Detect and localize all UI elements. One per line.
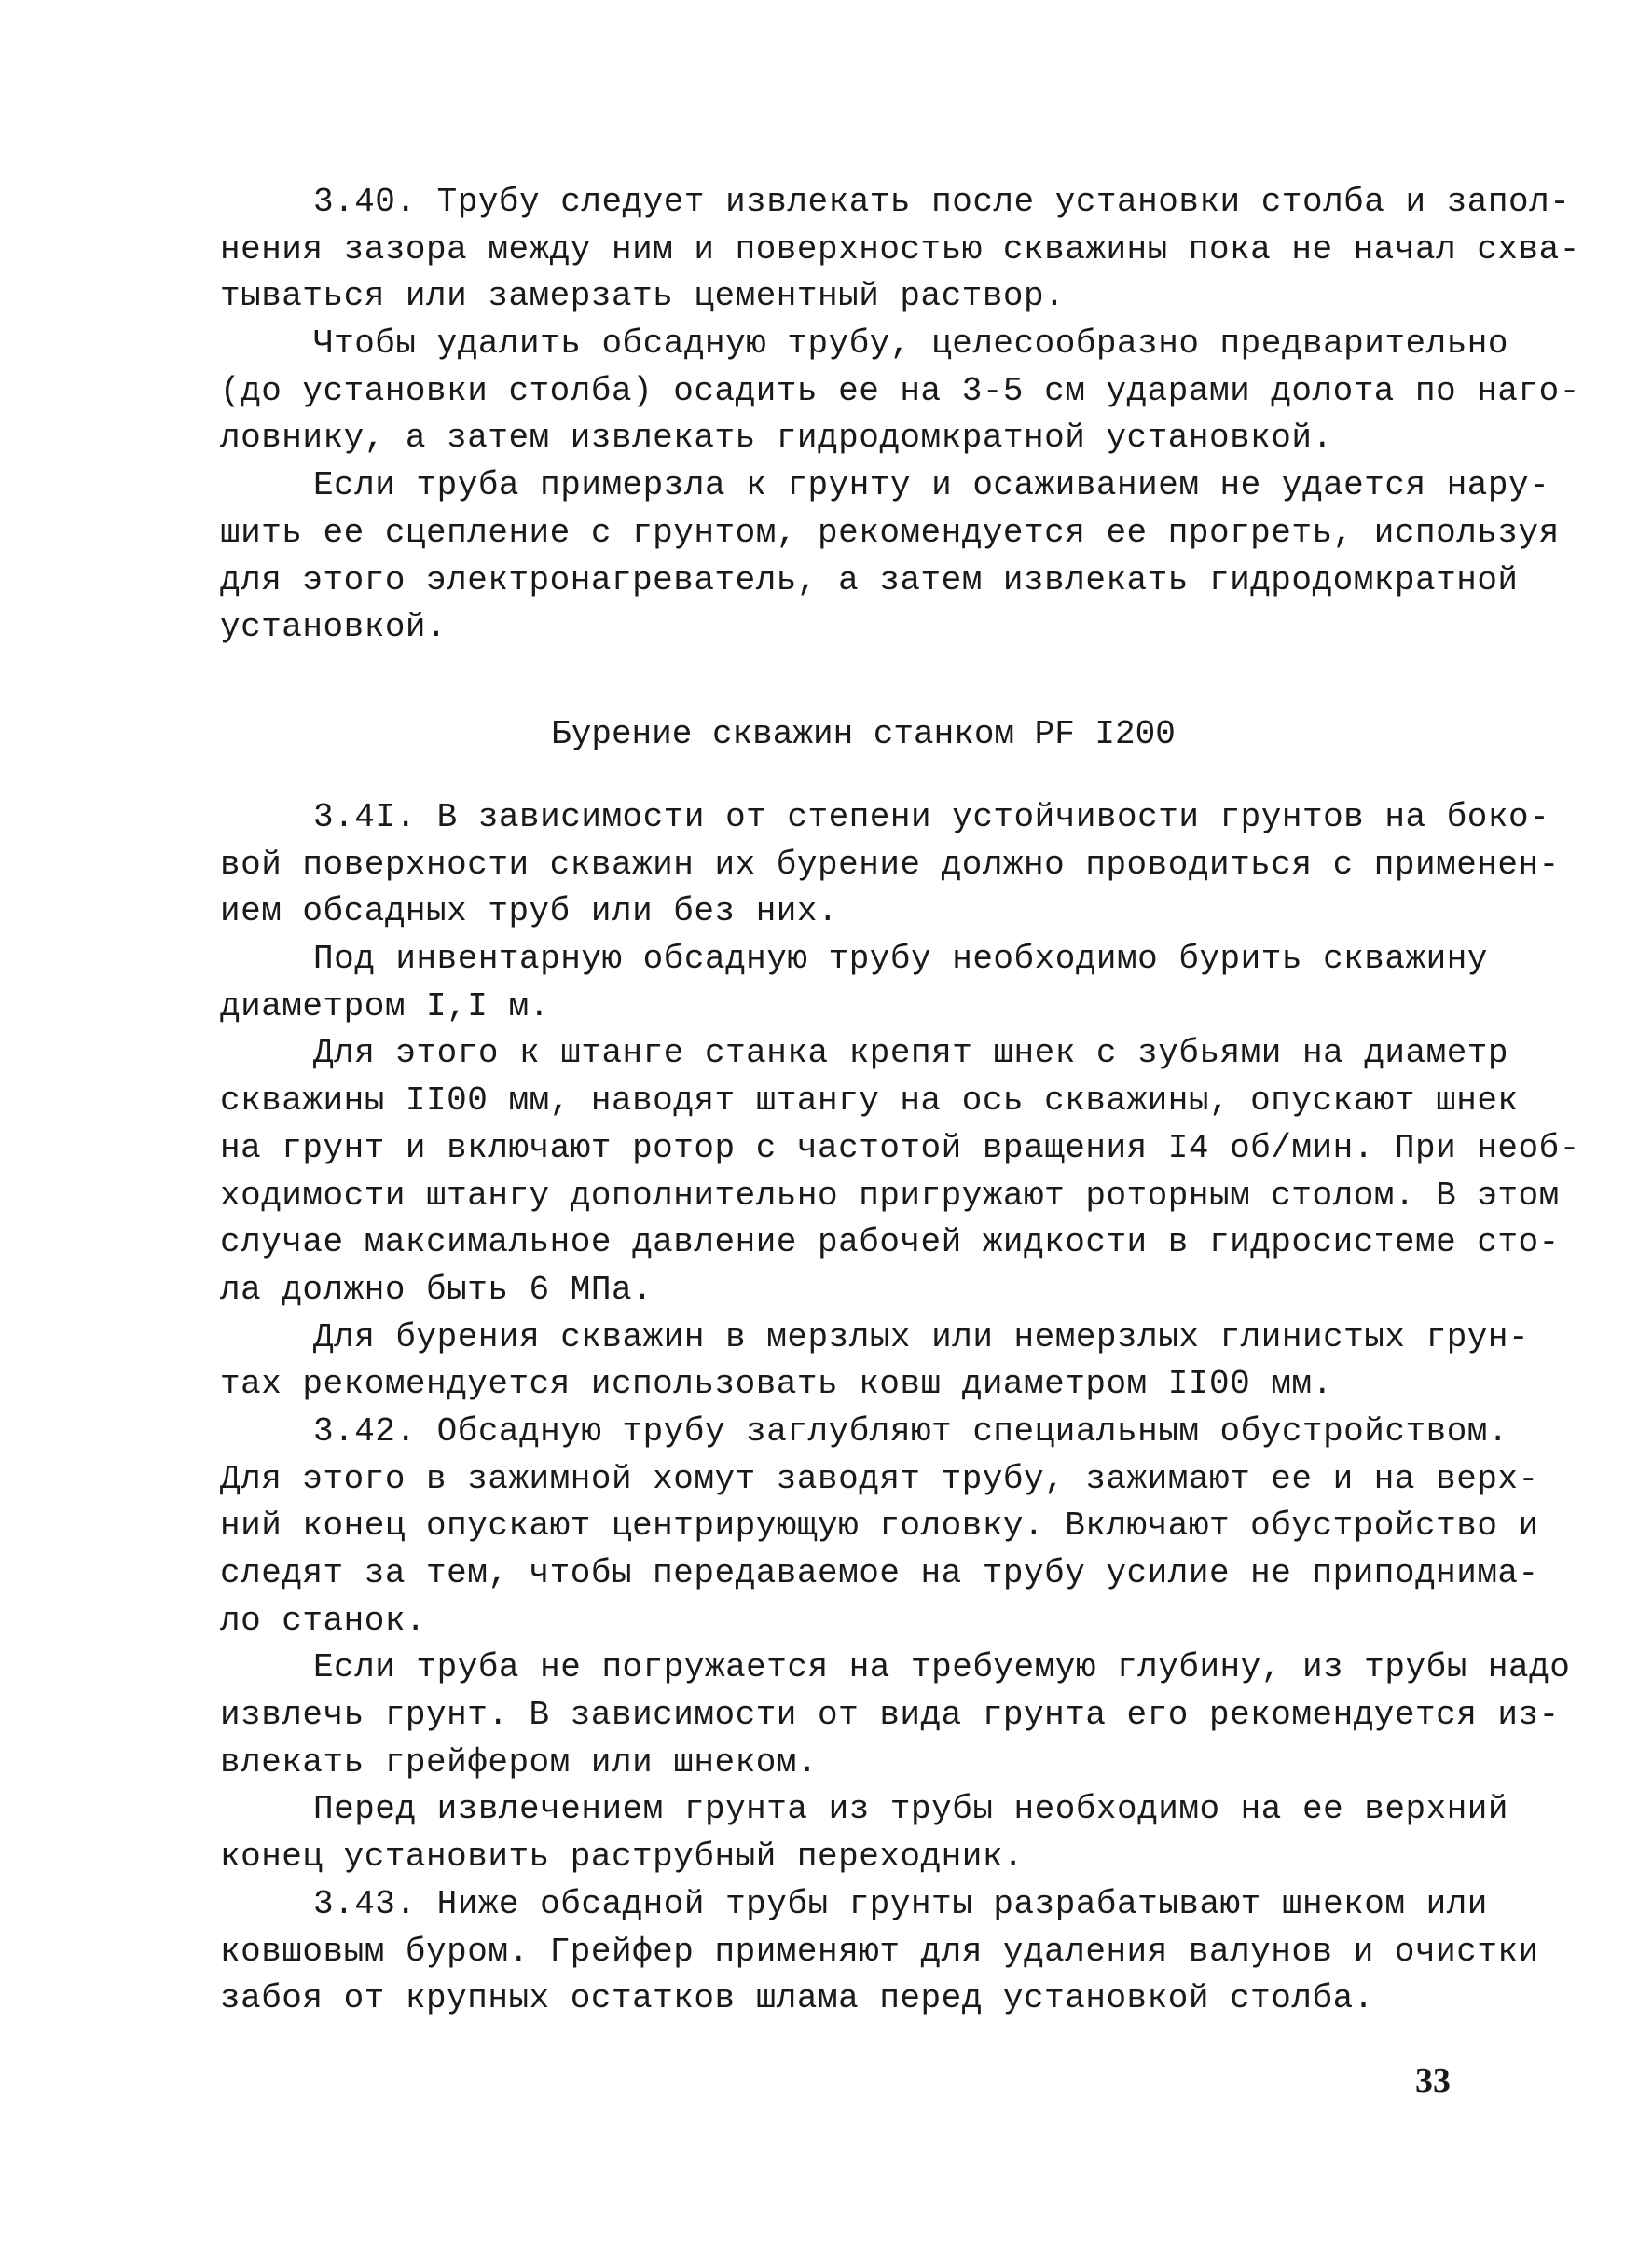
text-line: 3.43. Ниже обсадной трубы грунты разрабатывают шнеком или [313, 1884, 1488, 1923]
text-line: Для этого к штанге станка крепят шнек с зубьями на диаметр [313, 1034, 1509, 1073]
text-line: Перед извлечением грунта из трубы необходимо на ее верхний [313, 1790, 1509, 1829]
text-line: нения зазора между ним и поверхностью скважины пока не начал схва- [220, 229, 1580, 268]
text-line: забоя от крупных остатков шлама перед установкой столба. [220, 1979, 1374, 2018]
text-line: диаметром I,I м. [220, 986, 550, 1025]
text-line: Чтобы удалить обсадную трубу, целесообразно предварительно [313, 324, 1509, 364]
text-line: на грунт и включают ротор с частотой вращения I4 об/мин. При необ- [220, 1128, 1580, 1167]
text-line: Если труба примерзла к грунту и осаживанием не удается нару- [313, 466, 1550, 505]
text-line: Для этого в зажимной хомут заводят трубу, зажимают ее и на верх- [220, 1459, 1539, 1498]
text-line: ковшовым буром. Грейфер применяют для удаления валунов и очистки [220, 1932, 1539, 1971]
text-line: ловнику, а затем извлекать гидродомкратной установкой. [220, 419, 1333, 458]
text-line: ла должно быть 6 МПа. [220, 1270, 654, 1309]
text-line: 3.40. Трубу следует извлекать после установки столба и запол- [313, 183, 1571, 221]
section-text-block [220, 179, 1580, 652]
text-line: установкой. [220, 608, 447, 647]
text-line: тываться или замерзать цементный раствор. [220, 277, 1066, 316]
text-line: извлечь грунт. В зависимости от вида грунта его рекомендуется из- [220, 1696, 1560, 1735]
section-heading: Бурение скважин станком PF I200 [551, 715, 1176, 753]
text-line: шить ее сцепление с грунтом, рекомендуется ее прогреть, используя [220, 513, 1560, 552]
text-line: для этого электронагреватель, а затем извлекать гидродомкратной [220, 560, 1519, 599]
text-line: следят за тем, чтобы передаваемое на трубу усилие не приподнима- [220, 1554, 1539, 1592]
text-line: влекать грейфером или шнеком. [220, 1742, 819, 1782]
text-line: 3.4I. В зависимости от степени устойчивости грунтов на боко- [313, 798, 1550, 836]
text-line: случае максимальное давление рабочей жидкости в гидросистеме сто- [220, 1223, 1560, 1262]
text-line: 3.42. Обсадную трубу заглубляют специальным обустройством. [313, 1411, 1509, 1451]
text-line: ходимости штангу дополнительно пригружают роторным столом. В этом [220, 1176, 1560, 1215]
text-line: конец установить раструбный переходник. [220, 1837, 1025, 1877]
text-line: Если труба не погружается на требуемую глубину, из трубы надо [313, 1648, 1571, 1687]
page-number: 33 [1415, 2061, 1451, 2100]
text-line: скважины II00 мм, наводят штангу на ось скважины, опускают шнек [220, 1081, 1519, 1121]
text-line: вой поверхности скважин их бурение должно проводиться с применен- [220, 845, 1560, 884]
text-line: тах рекомендуется использовать ковш диаметром II00 мм. [220, 1365, 1333, 1404]
section-text-block [220, 794, 1580, 2023]
text-line: (до установки столба) осадить ее на 3-5 см ударами долота по наго- [220, 371, 1580, 410]
text-line: Для бурения скважин в мерзлых или немерзлых глинистых грун- [313, 1317, 1530, 1356]
text-line: ием обсадных труб или без них. [220, 892, 839, 931]
text-line: Под инвентарную обсадную трубу необходимо бурить скважину [313, 940, 1488, 979]
text-line: ний конец опускают центрирующую головку. Включают обустройство и [220, 1507, 1539, 1546]
text-line: ло станок. [220, 1601, 427, 1640]
